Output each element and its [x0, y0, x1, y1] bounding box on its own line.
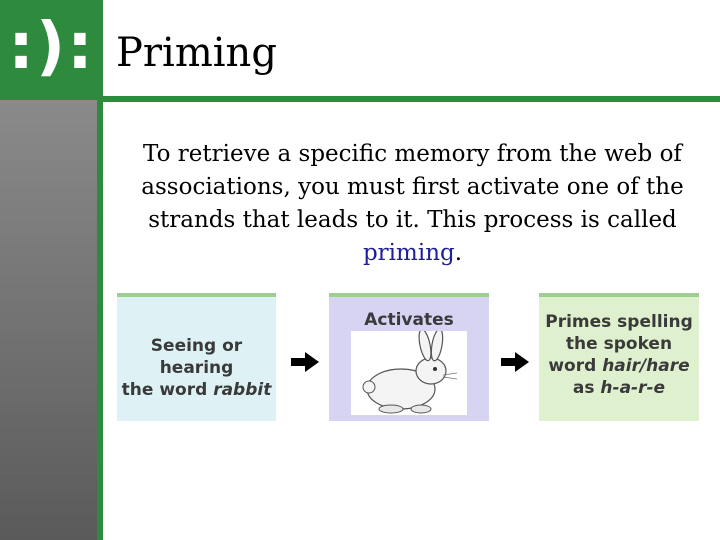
step1-line2-italic: rabbit [213, 380, 272, 400]
step3-line4-prefix: as [572, 378, 601, 398]
step1-line1: Seeing or hearing [150, 336, 243, 378]
title-rule [103, 96, 720, 102]
step1-label [117, 335, 276, 401]
step3-line3-italic: hair/hare [602, 356, 690, 376]
arrow-right-icon [501, 350, 529, 374]
panel-top-line [539, 293, 699, 297]
step3-line4 [539, 377, 699, 399]
flow-step-primes [539, 293, 699, 421]
smiley-logo: :): [8, 10, 95, 84]
step1-line2-prefix: the word [121, 380, 214, 400]
step1-line2 [117, 379, 276, 401]
slide-title: Priming [116, 30, 277, 76]
logo-box [0, 0, 103, 100]
left-sidebar-bar [0, 100, 97, 540]
flow-step-activates [329, 293, 489, 421]
step3-line3 [539, 355, 699, 377]
priming-term: priming [362, 240, 455, 266]
step3-line2: the spoken [565, 334, 673, 354]
slide-body [115, 138, 710, 270]
step3-label [539, 311, 699, 399]
panel-top-line [329, 293, 489, 297]
body-text-prefix: To retrieve a specific memory from the web of associations, you must first activate one of the strands that leads to it. This process is called [141, 141, 684, 233]
left-accent-stripe [97, 100, 103, 540]
flow-step-seeing [117, 293, 276, 421]
arrow-right-icon [291, 350, 319, 374]
step3-line1: Primes spelling [545, 312, 693, 332]
body-text-suffix: . [454, 240, 463, 266]
step3-line4-italic: h-a-r-e [600, 378, 666, 398]
step2-label: Activates [364, 310, 454, 330]
panel-top-line [117, 293, 276, 297]
rabbit-illustration [351, 331, 467, 415]
step3-line3-prefix: word [548, 356, 603, 376]
